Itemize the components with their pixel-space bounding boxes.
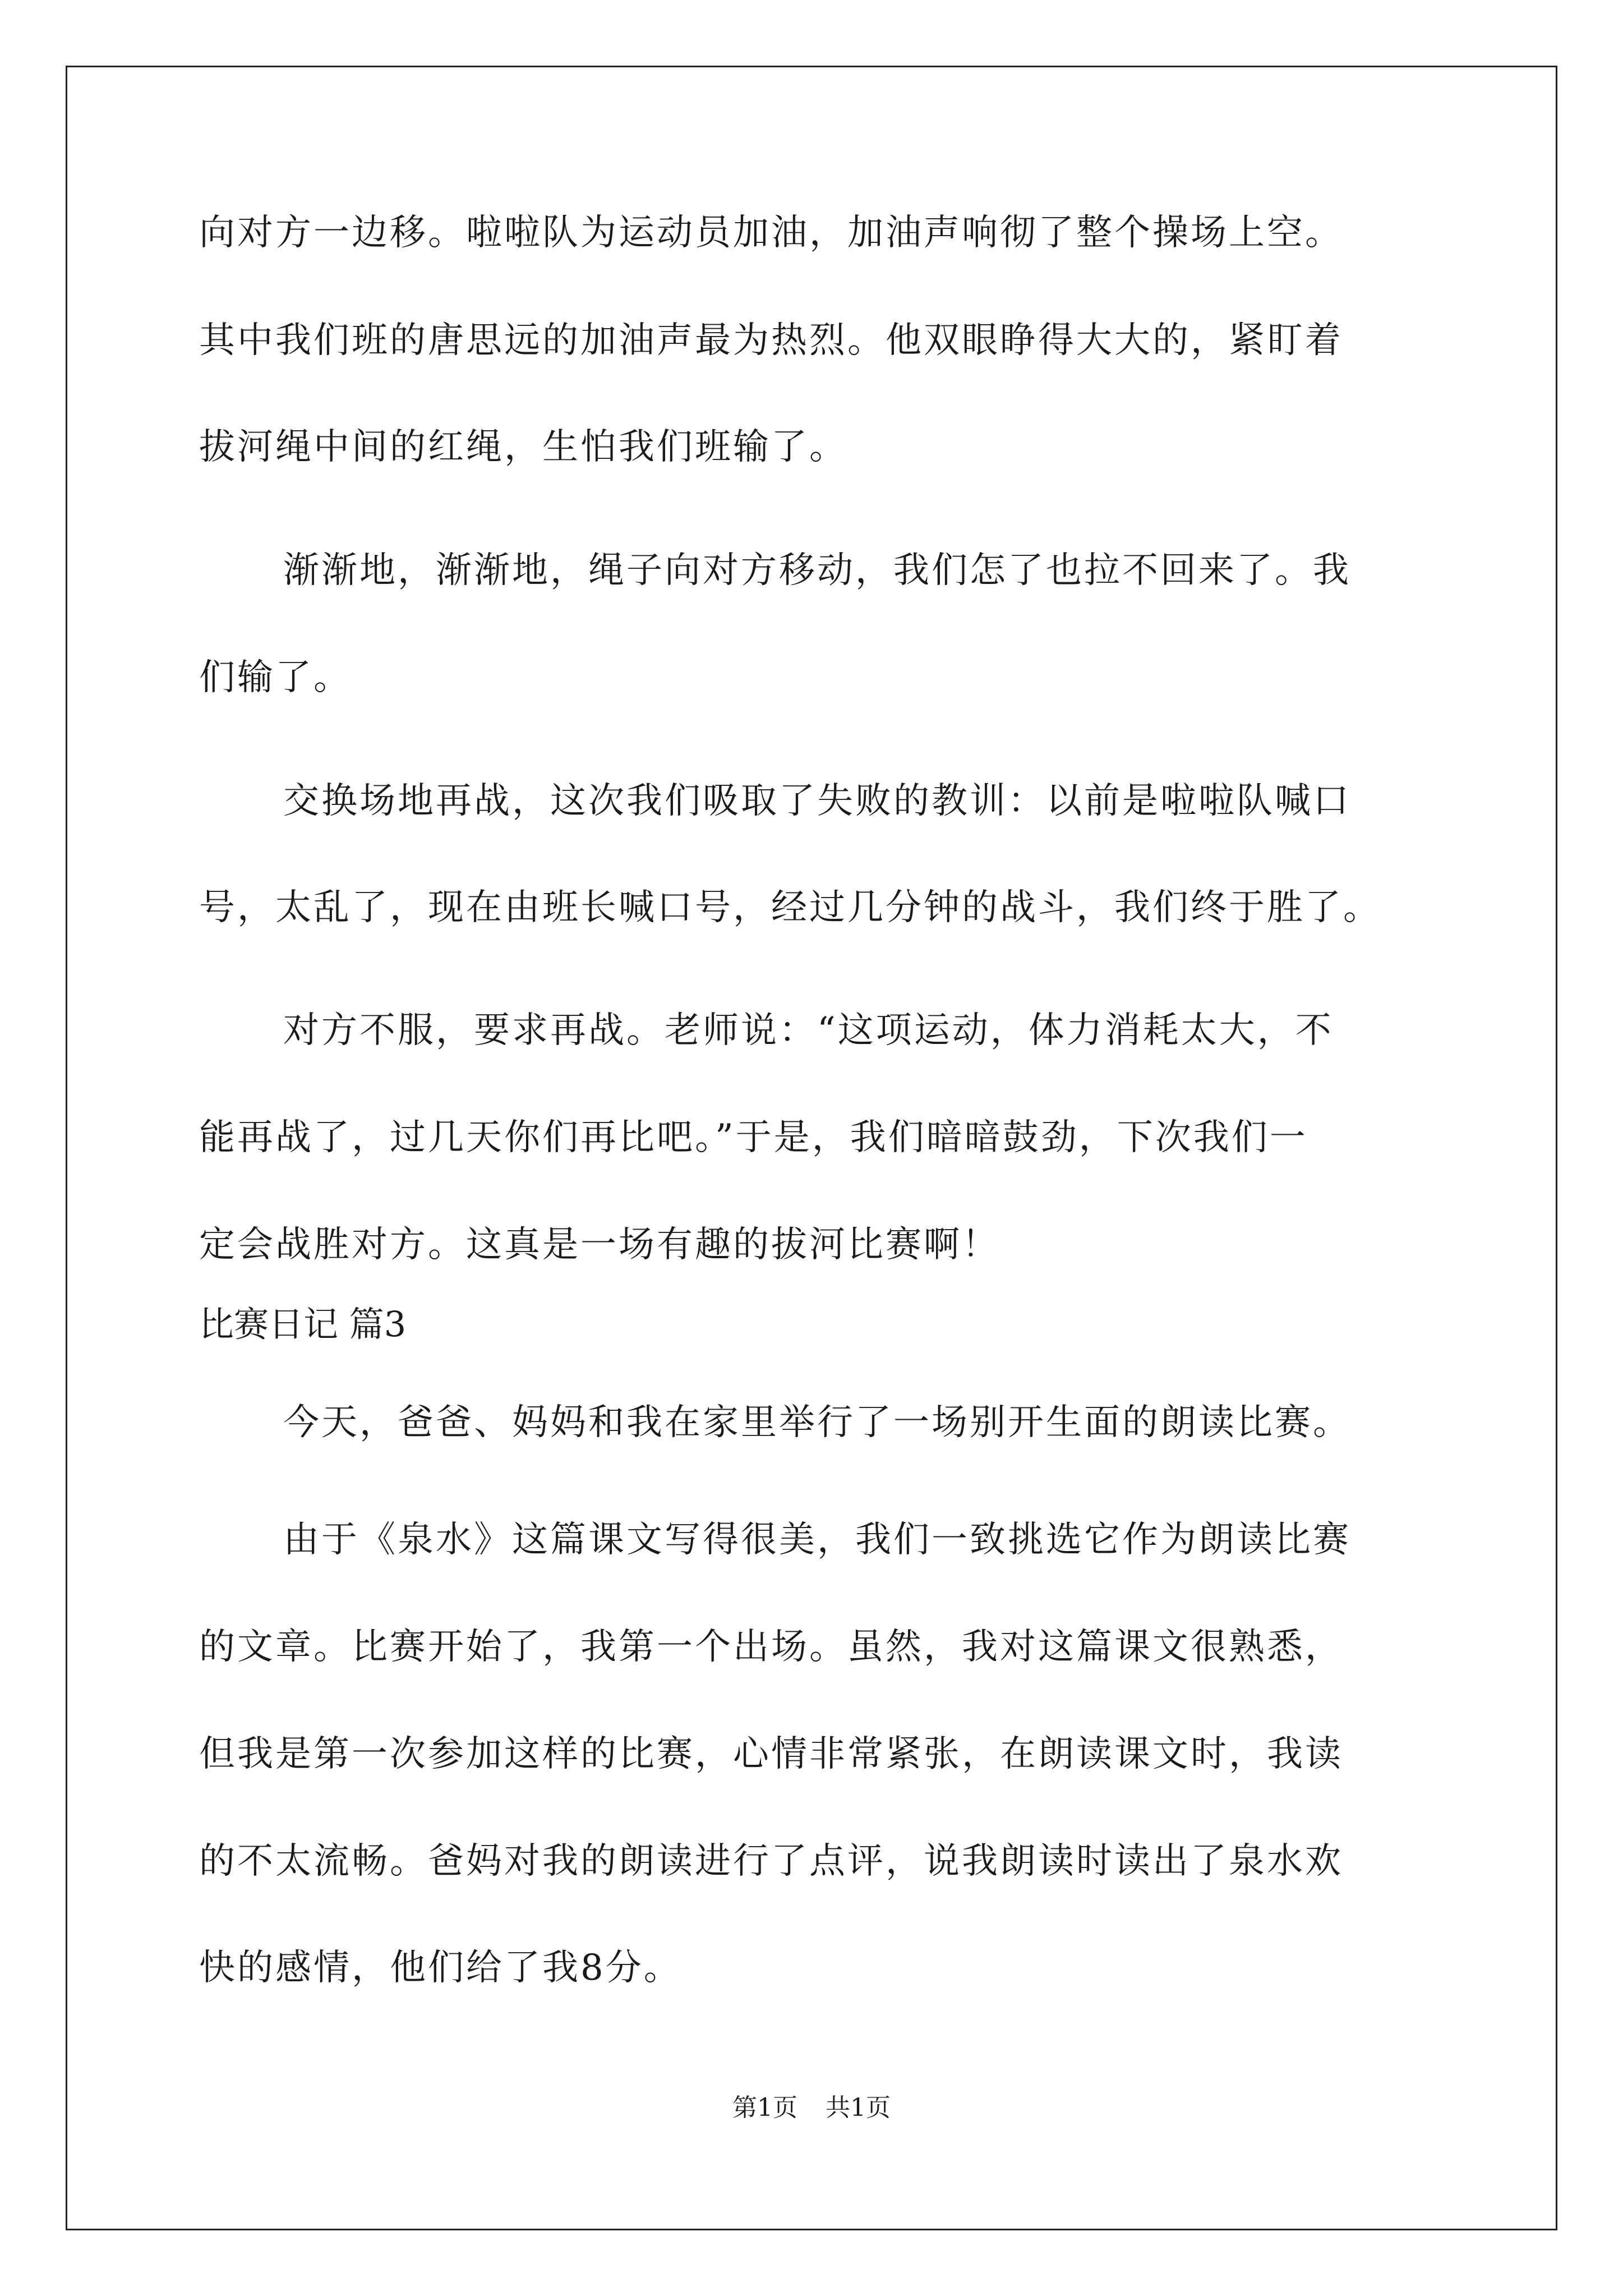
text-line: 定会战胜对方。这真是一场有趣的拔河比赛啊！ [199, 1224, 1000, 1266]
text-line: 对方不服，要求再战。老师说：“这项运动，体力消耗太大，不 [283, 1010, 1334, 1051]
text-line: 们输了。 [199, 657, 352, 698]
text-line: 向对方一边移。啦啦队为运动员加油，加油声响彻了整个操场上空。 [199, 212, 1343, 254]
text-line: 拔河绳中间的红绳，生怕我们班输了。 [199, 426, 847, 468]
text-line: 交换场地再战，这次我们吸取了失败的教训：以前是啦啦队喊口 [283, 780, 1351, 822]
page-number: 第1页 [732, 2093, 797, 2122]
text-line: 其中我们班的唐思远的加油声最为热烈。他双眼睁得大大的，紧盯着 [199, 320, 1343, 361]
text-line: 能再战了，过几天你们再比吧。”于是，我们暗暗鼓劲，下次我们一 [199, 1117, 1308, 1158]
text-line: 但我是第一次参加这样的比赛，心情非常紧张，在朗读课文时，我读 [199, 1733, 1343, 1775]
page-total: 共1页 [826, 2093, 891, 2122]
text-line: 的不太流畅。爸妈对我的朗读进行了点评，说我朗读时读出了泉水欢 [199, 1841, 1343, 1882]
text-line: 快的感情，他们给了我8分。 [199, 1947, 682, 1989]
page-footer [0, 2092, 1623, 2124]
text-line: 的文章。比赛开始了，我第一个出场。虽然，我对这篇课文很熟悉， [199, 1626, 1343, 1668]
text-line: 号，太乱了，现在由班长喊口号，经过几分钟的战斗，我们终于胜了。 [199, 887, 1381, 928]
section-heading: 比赛日记 篇3 [199, 1304, 407, 1345]
text-line: 渐渐地，渐渐地，绳子向对方移动，我们怎了也拉不回来了。我 [283, 550, 1351, 591]
text-line: 由于《泉水》这篇课文写得很美，我们一致挑选它作为朗读比赛 [283, 1519, 1351, 1561]
text-line: 今天，爸爸、妈妈和我在家里举行了一场别开生面的朗读比赛。 [283, 1402, 1351, 1443]
